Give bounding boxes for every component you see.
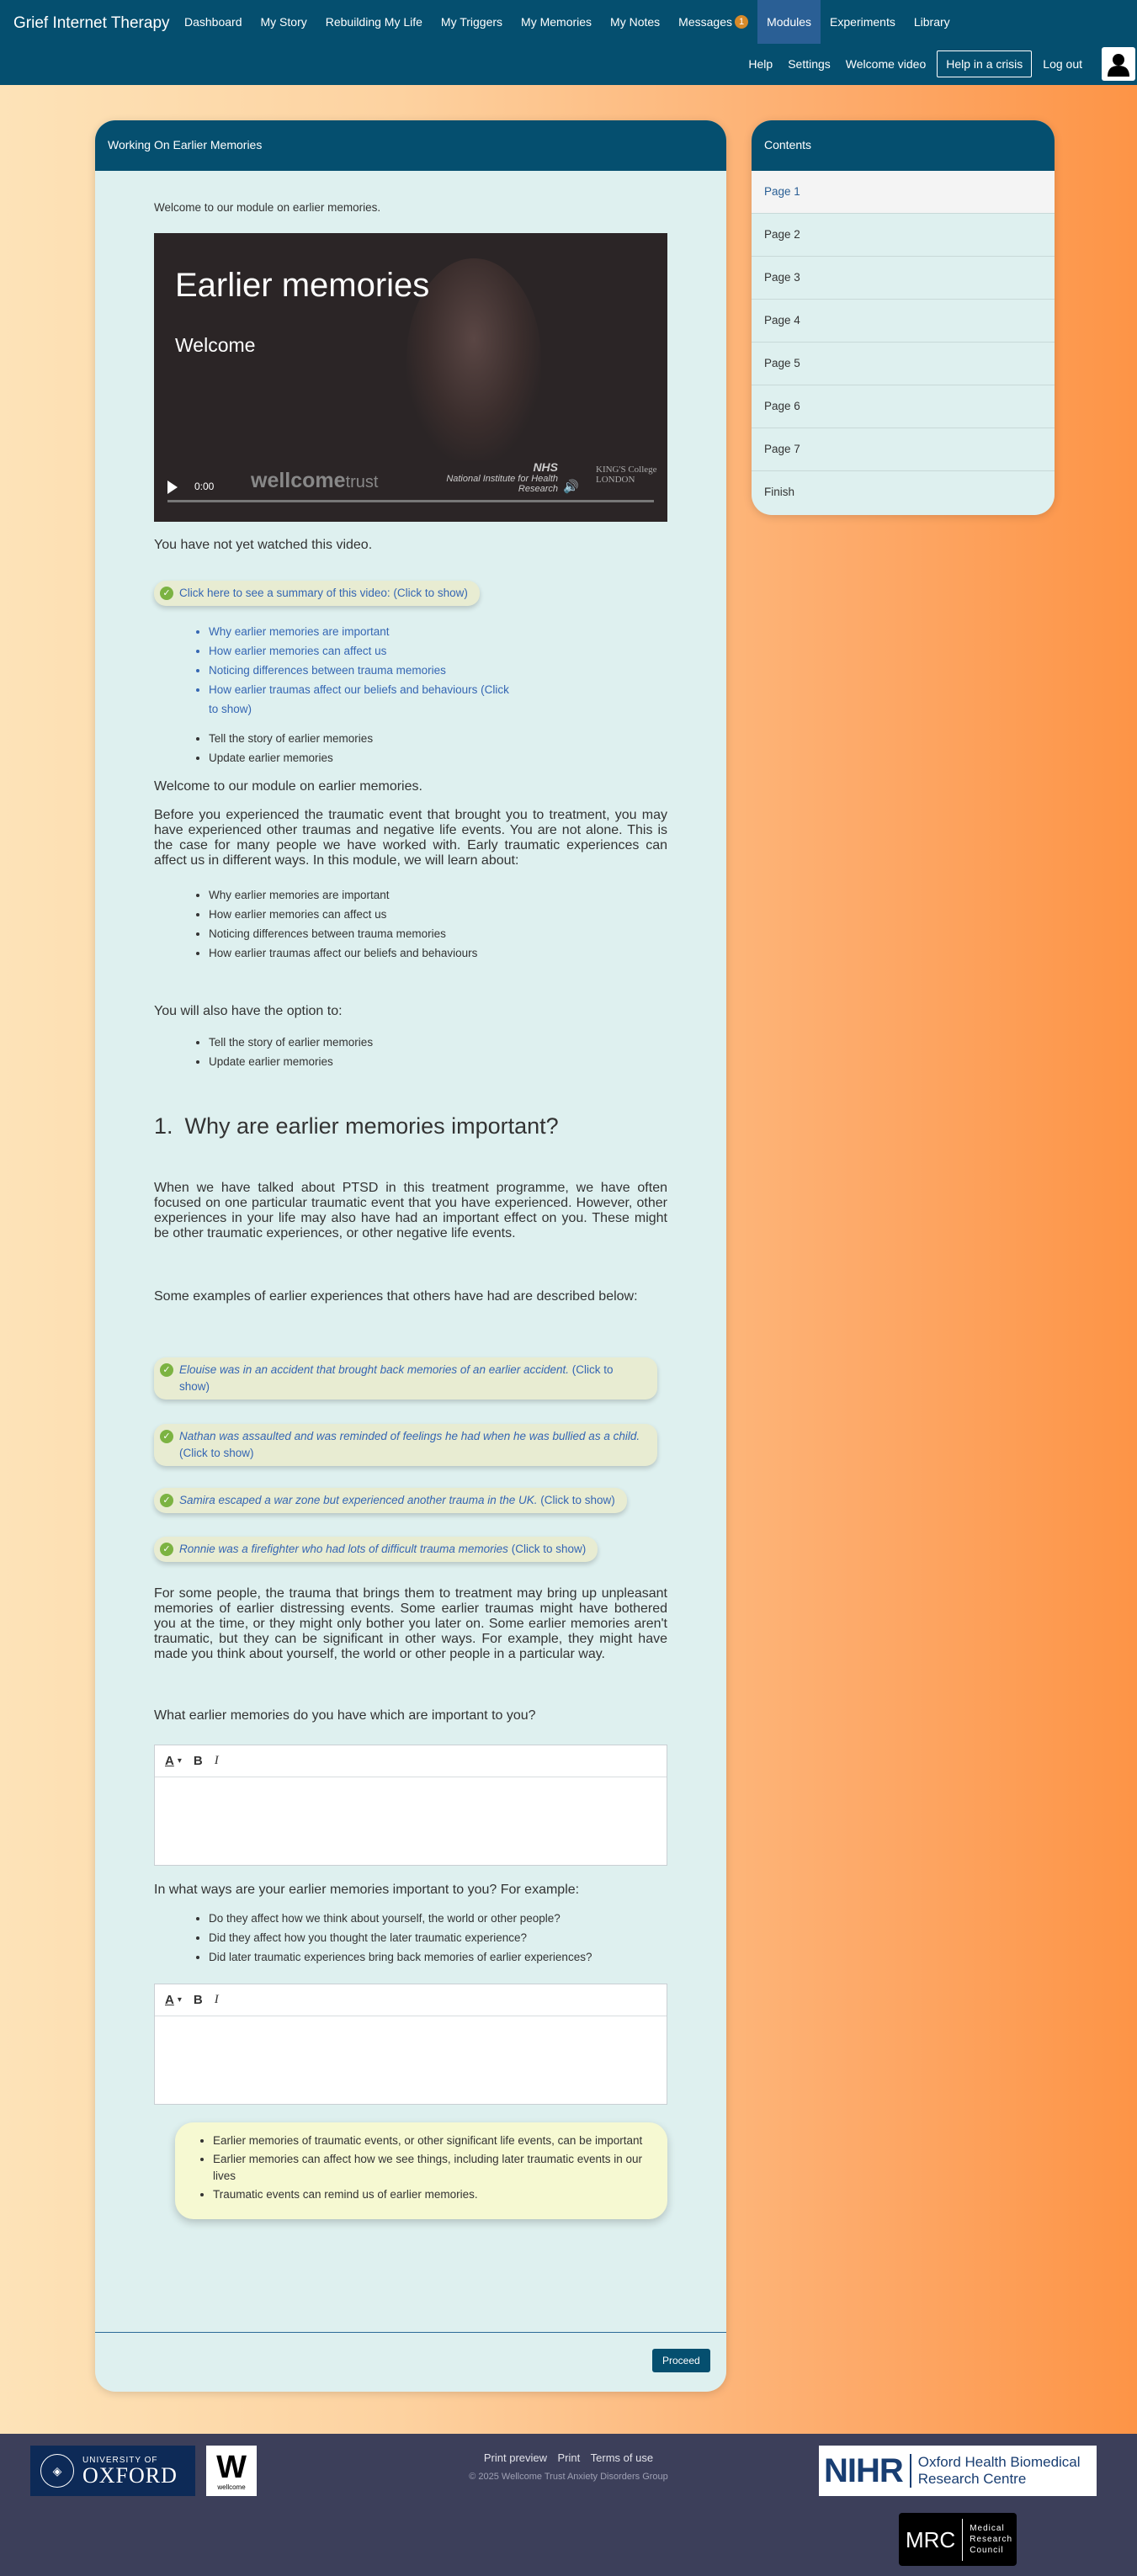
nav-messages[interactable]: [669, 0, 757, 44]
list-item: • Update earlier memories: [209, 1052, 373, 1071]
nav-my-notes[interactable]: My Notes: [610, 15, 661, 29]
nav-my-memories[interactable]: My Memories: [521, 15, 592, 29]
check-icon: ✓: [160, 587, 173, 600]
video-status: You have not yet watched this video.: [154, 538, 373, 552]
nav-welcome-video[interactable]: Welcome video: [845, 57, 927, 71]
question-2: In what ways are your earlier memories important to you? For example:: [154, 1883, 580, 1897]
nav-settings[interactable]: Settings: [788, 57, 831, 71]
bold-button[interactable]: B: [193, 1993, 203, 2007]
question-1: What earlier memories do you have which are important to you?: [154, 1708, 536, 1723]
module-title: Working On Earlier Memories: [95, 120, 726, 171]
video-progress-bar[interactable]: [167, 500, 654, 502]
contents-finish[interactable]: Finish: [764, 486, 795, 498]
list-item: • Tell the story of earlier memories: [209, 1033, 373, 1052]
nav-library[interactable]: Library: [913, 15, 950, 29]
list-item: • Earlier memories can affect how we see things, including later traumatic events in our lives: [213, 2151, 651, 2185]
section-title: Why are earlier memories important?: [184, 1113, 559, 1139]
examples-intro: Some examples of earlier experiences that others have had are described below:: [154, 1289, 638, 1304]
text-color-button[interactable]: A: [165, 1754, 174, 1768]
user-icon: [1106, 51, 1131, 77]
proceed-button[interactable]: Proceed: [652, 2349, 710, 2372]
list-item: • Do they affect how we think about yourself, the world or other people?: [209, 1909, 592, 1928]
example-elouise[interactable]: ✓ Elouise was in an accident that brought back memories of an earlier accident. (Click to show): [154, 1357, 657, 1400]
messages-badge: 1: [735, 15, 748, 29]
oxford-crest-icon: ◈: [40, 2454, 74, 2488]
bold-button[interactable]: B: [193, 1754, 203, 1768]
logout-link[interactable]: Log out: [1043, 57, 1082, 71]
contents-page-2[interactable]: Page 2: [752, 214, 1055, 257]
check-icon: ✓: [160, 1430, 173, 1443]
terms-link[interactable]: Terms of use: [590, 2451, 654, 2464]
kings-logo: KING'S College LONDON: [596, 465, 657, 485]
intro-text: Welcome to our module on earlier memories.: [154, 201, 381, 214]
text-color-button[interactable]: A: [165, 1993, 174, 2007]
volume-icon[interactable]: 🔊: [563, 480, 579, 494]
chevron-down-icon[interactable]: ▾: [177, 1995, 182, 2005]
wellcome-logo: W wellcome: [206, 2446, 257, 2496]
video-player[interactable]: [154, 233, 667, 522]
list-item: • Why earlier memories are important: [209, 885, 477, 905]
section-heading: [154, 1113, 559, 1139]
italic-button[interactable]: I: [214, 1993, 219, 2006]
video-summary-toggle[interactable]: ✓ Click here to see a summary of this video: (Click to show): [154, 581, 480, 606]
list-item: • Noticing differences between trauma memories: [209, 924, 477, 943]
list-item[interactable]: • Why earlier memories are important: [209, 622, 512, 641]
brand[interactable]: Grief Internet Therapy: [13, 14, 170, 32]
option-intro: You will also have the option to:: [154, 1004, 343, 1018]
option-list: [209, 1033, 373, 1071]
nav-rebuilding[interactable]: Rebuilding My Life: [325, 15, 422, 29]
editor-toolbar: [155, 1984, 667, 2016]
list-item: • How earlier memories can affect us: [209, 905, 477, 924]
para-some: For some people, the trauma that brings them to treatment may bring up unpleasant memories of earlier distressing events. Some earlier traumas might have bothered you at the time, or they might only bother you later on. Some earlier memories aren't traumatic, but they can be significant in other ways. For example, they might have made you think about yourself, the world or other people in a particular way.: [154, 1586, 667, 1661]
nav-experiments[interactable]: Experiments: [830, 15, 895, 29]
sub-nav: [741, 47, 1137, 81]
avatar[interactable]: [1102, 47, 1135, 81]
nav-my-triggers[interactable]: My Triggers: [440, 15, 503, 29]
para-before: Before you experienced the traumatic event that brought you to treatment, you may have experienced other traumas and negative life events. You are not alone. This is the case for many people we have worked with. Early traumatic experiences can affect us in different ways. In this module, we will learn about:: [154, 808, 667, 868]
play-icon[interactable]: [167, 481, 178, 494]
nav-dashboard[interactable]: Dashboard: [184, 15, 242, 29]
question-2-list: [209, 1909, 592, 1967]
list-item[interactable]: • How earlier traumas affect our beliefs and behaviours (Click to show): [209, 680, 512, 719]
example-nathan[interactable]: ✓ Nathan was assaulted and was reminded of feelings he had when he was bullied as a child. (Click to show): [154, 1424, 657, 1466]
nihr-logo: NIHR Oxford Health Biomedical Research Centre: [819, 2446, 1097, 2496]
top-nav: [175, 0, 959, 44]
list-item: • Earlier memories of traumatic events, or other significant life events, can be important: [213, 2133, 651, 2149]
navbar: [0, 0, 1137, 85]
memories-importance-editor[interactable]: [154, 1984, 667, 2105]
italic-button[interactable]: I: [214, 1754, 219, 1767]
nav-messages-label: Messages: [678, 15, 732, 29]
mrc-logo: MRC Medical Research Council: [899, 2513, 1017, 2566]
video-logos: [154, 460, 667, 502]
contents-title: Contents: [752, 120, 1055, 171]
earlier-memories-editor[interactable]: [154, 1745, 667, 1866]
help-in-crisis-button[interactable]: Help in a crisis: [937, 50, 1032, 77]
nhs-logo: NHS National Institute for Health Research: [446, 460, 558, 494]
check-icon: ✓: [160, 1543, 173, 1556]
check-icon: ✓: [160, 1363, 173, 1377]
print-link[interactable]: Print: [557, 2451, 581, 2464]
list-item: • How earlier traumas affect our beliefs and behaviours: [209, 943, 477, 963]
copyright: © 2025 Wellcome Trust Anxiety Disorders Group: [469, 2472, 668, 2482]
list-item[interactable]: • How earlier memories can affect us: [209, 641, 512, 661]
wellcome-logo: wellcometrust: [251, 469, 379, 492]
nav-help[interactable]: Help: [748, 57, 773, 71]
learn-list: [209, 885, 477, 963]
chevron-down-icon[interactable]: ▾: [177, 1756, 182, 1766]
contents-page-3[interactable]: Page 3: [752, 257, 1055, 300]
list-item: • Did later traumatic experiences bring back memories of earlier experiences?: [209, 1947, 592, 1967]
list-item: • Did they affect how you thought the later traumatic experience?: [209, 1928, 592, 1947]
contents-panel: [752, 120, 1055, 515]
oxford-logo: ◈ UNIVERSITY OF OXFORD: [30, 2446, 195, 2496]
contents-page-1[interactable]: Page 1: [752, 171, 1055, 214]
example-samira[interactable]: ✓ Samira escaped a war zone but experienced another trauma in the UK. (Click to show): [154, 1488, 627, 1513]
section-number: 1.: [154, 1113, 173, 1139]
example-ronnie[interactable]: ✓ Ronnie was a firefighter who had lots of difficult trauma memories (Click to show): [154, 1537, 598, 1562]
intro-text-2: Welcome to our module on earlier memories.: [154, 779, 422, 794]
module-panel: [95, 120, 726, 2392]
para-ptsd: When we have talked about PTSD in this treatment programme, we have often focused on one particular traumatic event that you have experienced. However, other experiences in your life may also have had an important effect on you. These might be other traumatic experiences, or other negative life events.: [154, 1181, 667, 1240]
nav-my-story[interactable]: My Story: [260, 15, 307, 29]
key-points-box: [175, 2122, 667, 2219]
list-item[interactable]: • Noticing differences between trauma memories: [209, 661, 512, 680]
nav-modules[interactable]: Modules: [757, 0, 821, 44]
contents-page-4[interactable]: Page 4: [752, 300, 1055, 343]
check-icon: ✓: [160, 1494, 173, 1507]
contents-page-6[interactable]: Page 6: [752, 385, 1055, 428]
contents-page-5[interactable]: Page 5: [752, 343, 1055, 385]
footer: [0, 2434, 1137, 2576]
contents-page-7[interactable]: Page 7: [752, 428, 1055, 471]
print-preview-link[interactable]: Print preview: [483, 2451, 548, 2464]
video-subtitle: Welcome: [175, 334, 256, 356]
editor-toolbar: [155, 1745, 667, 1777]
list-item: • Tell the story of earlier memories: [209, 729, 373, 748]
video-title: Earlier memories: [175, 267, 430, 304]
panel-divider: [95, 2332, 726, 2333]
summary-option-list: [209, 729, 373, 767]
summary-link-list: [209, 622, 512, 719]
list-item: • Update earlier memories: [209, 748, 373, 767]
video-time: 0:00: [194, 481, 215, 492]
list-item: • Traumatic events can remind us of earlier memories.: [213, 2186, 651, 2203]
